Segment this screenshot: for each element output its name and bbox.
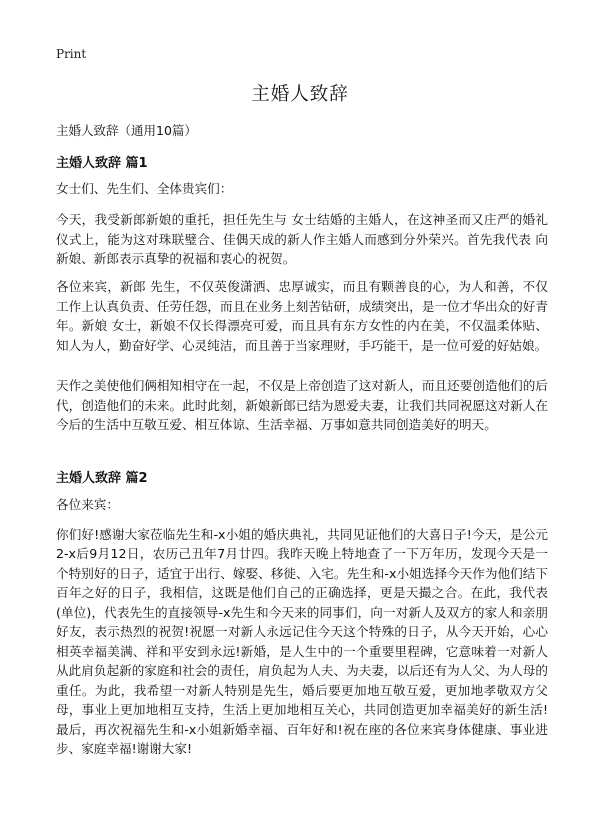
section-1-paragraph: 天作之美使他们俩相知相守在一起，不仅是上帝创造了这对新人，而且还要创造他们的后代，创造他们的未来。此时此刻，新娘新郎已结为恩爱夫妻，让我们共同祝愿这对新人在今后的生活中互敬互爱、相互体谅、生活幸福、万事如意共同创造美好的明天。: [56, 378, 548, 432]
section-heading-1: 主婚人致辞 篇1: [56, 156, 148, 171]
section-2-paragraph: 你们好!感谢大家莅临先生和-x小姐的婚庆典礼，共同见证他们的大喜日子!今天，是公元2-x后9月12日，农历己丑年7月廿四。我昨天晚上特地查了一下万年历，发现今天是一个特别好的日子，适宜于出行、嫁娶、移徙、入宅。先生和-x小姐选择今天作为他们结下百年之好的日子，我相信，这既是他们自己的正确选择，更是天撮之合。在此，我代表(单位)，代表先生的直接领导-x先生和今天来的同事们，向一对新人及双方的家人和亲朋好友，表示热烈的祝贺!祝愿一对新人永远记住今天这个特殊的日子，从今天开始，心心相英幸福美满、祥和平安到永远!新婚，是人生中的一个重要里程碑，它意味着一对新人从此肩负起新的家庭和社会的责任，肩负起为人夫、为夫妻，以后还有为人父、为人母的重任。为此，我希望一对新人特别是先生，婚后要更加地互敬互爱，更加地孝敬双方父母，事业上更加地相互支持，生活上更加地相互关心，共同创造更加幸福美好的新生活!最后，再次祝福先生和-x小姐新婚幸福、百年好和!祝在座的各位来宾身体健康、事业进步、家庭幸福!谢谢大家!: [56, 527, 548, 756]
section-1-salutation: 女士们、先生们、全体贵宾们：: [56, 181, 233, 196]
print-link[interactable]: Print: [56, 47, 87, 61]
document-subtitle: 主婚人致辞（通用10篇）: [56, 123, 197, 138]
section-1-paragraph: 今天，我受新郎新娘的重托，担任先生与 女士结婚的主婚人，在这神圣而又庄严的婚礼仪式上，能为这对珠联璧合、佳偶天成的新人作主婚人而感到分外荣兴。首先我代表 向新娘、新郎表示真挚的祝福和衷心的祝贺。: [56, 212, 548, 266]
section-1-paragraph: 各位来宾，新郎 先生，不仅英俊潇洒、忠厚诚实，而且有颗善良的心，为人和善，不仅工作上认真负责、任劳任怨，而且在业务上刻苦钻研，成绩突出，是一位才华出众的好青年。新娘 女士，新娘不仅长得漂亮可爱，而且具有东方女性的内在美，不仅温柔体贴、知人为人，勤奋好学、心灵纯洁，而且善于当家理财，手巧能干，是一位可爱的好姑娘。: [56, 279, 548, 353]
section-2-salutation: 各位来宾：: [56, 497, 119, 512]
page-title: 主婚人致辞: [251, 84, 349, 105]
section-heading-2: 主婚人致辞 篇2: [56, 471, 148, 486]
